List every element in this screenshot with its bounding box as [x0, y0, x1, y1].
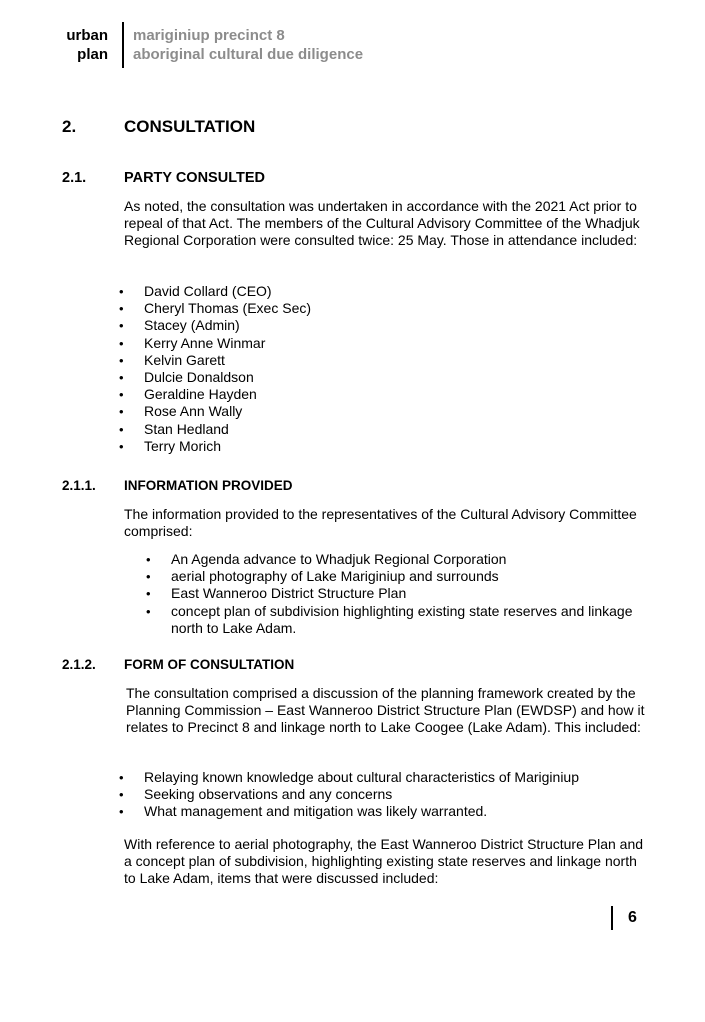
footer-divider [611, 906, 613, 930]
header-divider [122, 22, 124, 68]
document-title-line-2: aboriginal cultural due diligence [133, 46, 364, 63]
list-item: • Dulcie Donaldson [144, 369, 311, 386]
urbanplan-logo [55, 26, 108, 64]
document-title-line-1: mariginiup precinct 8 [133, 27, 285, 44]
list-item: • Kerry Anne Winmar [144, 335, 311, 352]
aerial-photography-paragraph: With reference to aerial photography, the East Wanneroo District Structure Plan and a concept plan of subdivision, highlighting existing state reserves and linkage north to Lake Adam, items that were discussed included: [124, 836, 644, 886]
logo-line-2: plan [77, 46, 108, 63]
list-item: • What management and mitigation was likely warranted. [144, 803, 579, 820]
section-number: 2. [62, 117, 77, 136]
subsection-2-1-title: PARTY CONSULTED [124, 170, 265, 186]
list-item: • Rose Ann Wally [144, 403, 311, 420]
list-item: • Seeking observations and any concerns [144, 786, 579, 803]
information-provided-paragraph: The information provided to the representatives of the Cultural Advisory Committee comprised: [124, 506, 637, 539]
list-item: • Stacey (Admin) [144, 317, 311, 334]
list-item: • An Agenda advance to Whadjuk Regional Corporation [171, 551, 646, 568]
attendee-list [144, 283, 311, 455]
subsection-2-1-2-number: 2.1.2. [62, 657, 96, 672]
section-title: CONSULTATION [124, 117, 256, 136]
subsection-2-1-1-number: 2.1.1. [62, 478, 96, 493]
subsection-2-1-2-title: FORM OF CONSULTATION [124, 657, 295, 672]
list-item: • Relaying known knowledge about cultural characteristics of Mariginiup [144, 769, 579, 786]
list-item: • Cheryl Thomas (Exec Sec) [144, 300, 311, 317]
logo-line-1: urban [66, 27, 108, 44]
subsection-2-1-1-title: INFORMATION PROVIDED [124, 478, 293, 493]
consultation-list [144, 769, 579, 821]
information-list [171, 551, 646, 637]
party-consulted-paragraph: As noted, the consultation was undertaken in accordance with the 2021 Act prior to repeal of that Act. The members of the Cultural Advisory Committee of the Whadjuk Regional Corporation were consulted twice: 25 May. Those in attendance included: [124, 198, 640, 248]
list-item: • aerial photography of Lake Mariginiup and surrounds [171, 568, 646, 585]
form-of-consultation-paragraph: The consultation comprised a discussion of the planning framework created by the Planning Commission – East Wanneroo District Structure Plan (EWDSP) and how it relates to Precinct 8 and linkage north to Lake Coogee (Lake Adam). This included: [126, 685, 645, 735]
list-item: • Geraldine Hayden [144, 386, 311, 403]
list-item: • Kelvin Garett [144, 352, 311, 369]
list-item: • David Collard (CEO) [144, 283, 311, 300]
page-number: 6 [628, 909, 637, 926]
list-item: • East Wanneroo District Structure Plan [171, 585, 646, 602]
list-item: • concept plan of subdivision highlighting existing state reserves and linkage north to Lake Adam. [171, 603, 646, 637]
list-item: • Stan Hedland [144, 421, 311, 438]
document-title [133, 26, 363, 64]
subsection-2-1-number: 2.1. [62, 170, 87, 186]
list-item: • Terry Morich [144, 438, 311, 455]
